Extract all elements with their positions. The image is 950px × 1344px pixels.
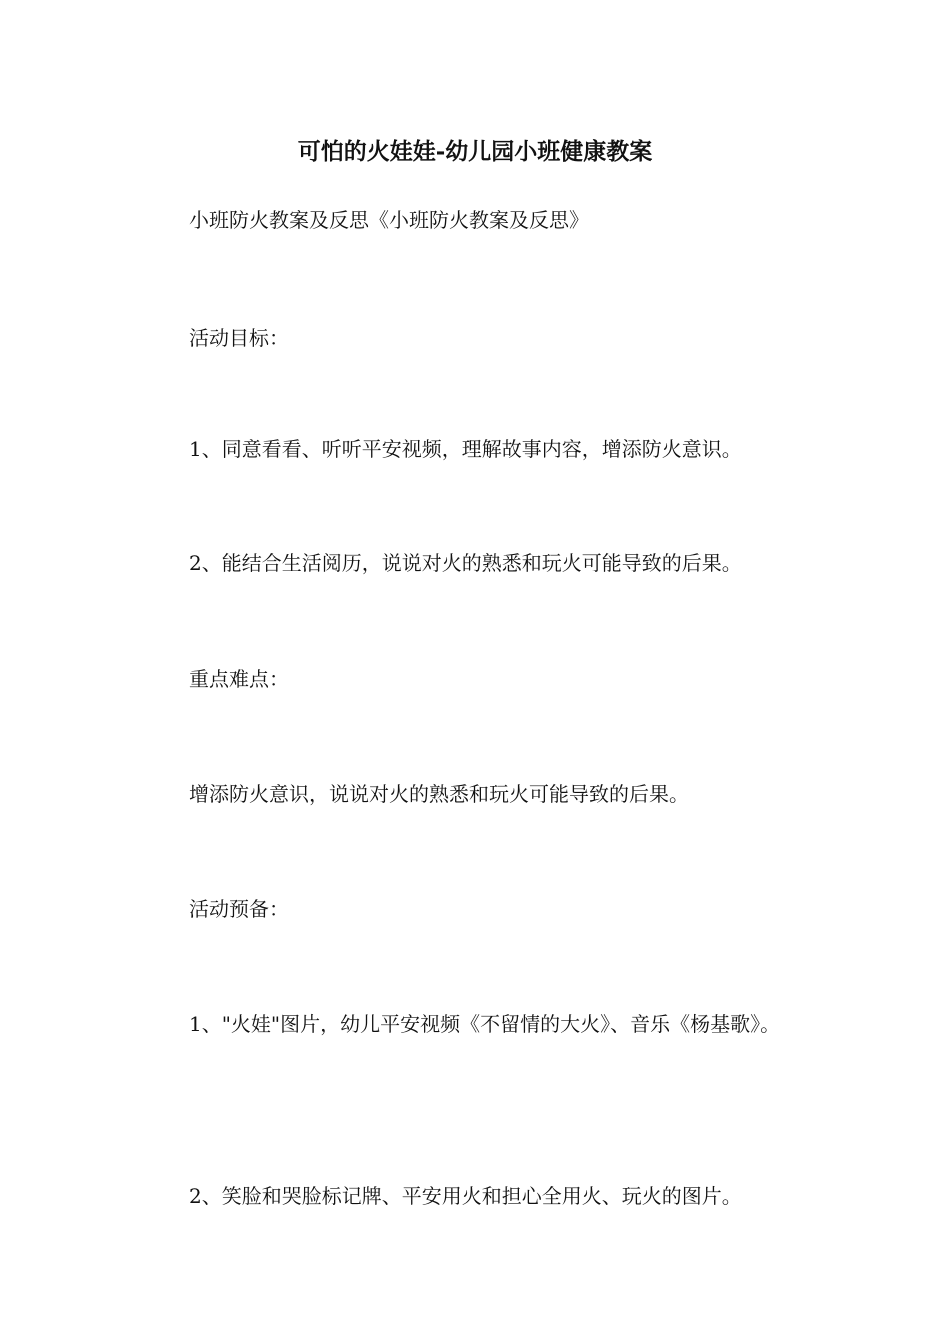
paragraph-goal-1: 1、同意看看、听听平安视频，理解故事内容，增添防火意识。	[189, 437, 742, 461]
paragraph-goals-heading: 活动目标：	[189, 326, 289, 350]
paragraph-preparation-1: 1、"火娃"图片，幼儿平安视频《不留情的大火》、音乐《杨基歌》。	[189, 1012, 781, 1036]
paragraph-subtitle: 小班防火教案及反思《小班防火教案及反思》	[189, 208, 589, 232]
paragraph-key-points-heading: 重点难点：	[189, 667, 289, 691]
paragraph-key-points: 增添防火意识，说说对火的熟悉和玩火可能导致的后果。	[189, 782, 689, 806]
paragraph-preparation-heading: 活动预备：	[189, 897, 289, 921]
paragraph-preparation-2: 2、笑脸和哭脸标记牌、平安用火和担心全用火、玩火的图片。	[189, 1184, 742, 1208]
document-title: 可怕的火娃娃-幼儿园小班健康教案	[297, 138, 653, 165]
paragraph-goal-2: 2、能结合生活阅历，说说对火的熟悉和玩火可能导致的后果。	[189, 551, 742, 575]
